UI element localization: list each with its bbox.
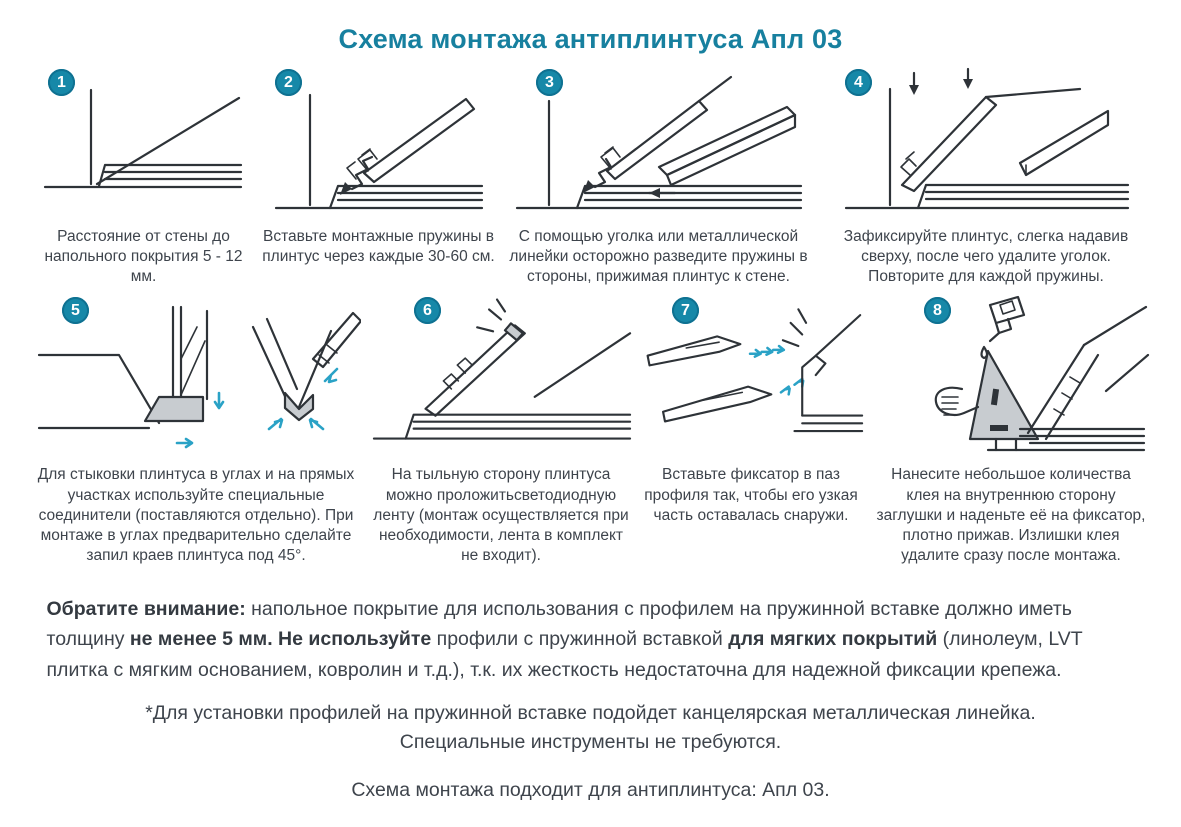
notice-bold-soft-coverings: для мягких покрытий [728,628,938,651]
step-3 [496,69,821,287]
steps-row-2 [0,297,1181,566]
step-7-number-badge: 7 [672,297,699,324]
footnote-line-1: *Для установки профилей на пружинной вставке подойдет канцелярская металлическая линейка. [145,701,1036,724]
step-8 [866,297,1156,566]
step-4-caption: Зафиксируйте плинтус, слегка надавив сверху, после чего удалите уголок. Повторите для каждой пружины. [843,228,1129,286]
press-fix-diagram [836,67,1136,217]
notice-bold-attention: Обратите внимание: [46,598,246,621]
step-7-caption: Вставьте фиксатор в паз профиля так, чтобы его узкая часть оставалась снаружи. [644,466,858,524]
led-strip-diagram [366,297,636,455]
step-7 [636,297,866,525]
step-8-number-badge: 8 [924,297,951,324]
step-5-number-badge: 5 [62,297,89,324]
compatibility-line: Схема монтажа подходит для антиплинтуса: Апл 03. [351,779,830,802]
notice-bold-min-thickness: не менее 5 мм. Не используйте [129,628,432,651]
notice-text-3: (линолеум, LVT плитка с мягким основанием, ковролин и т.д.), т.к. их жесткость недостаточна для надежной фиксации крепежа. [46,628,1083,681]
notice-text-1: напольное покрытие для использования с профилем на пружинной вставке должно иметь толщину [46,598,1072,651]
step-2-caption: Вставьте монтажные пружины в плинтус через каждые 30-60 см. [262,228,495,266]
wall-floor-gap-diagram [39,72,249,217]
step-8-illustration [866,297,1156,455]
step-8-caption: Нанесите небольшое количества клея на внутреннюю сторону заглушки и наденьте её на фиксатор, плотно прижав. Излишки клея удалите сразу после монтажа. [876,466,1146,564]
step-5-caption: Для стыковки плинтуса в углах и на прямых участках используйте специальные соединители (поставляются отдельно). При монтаже в углах предварительно сделайте запил краев плинтуса под 45°. [37,466,355,564]
spring-insert-diagram [268,67,490,217]
footnote-line-2: Специальные инструменты не требуются. [399,731,782,754]
step-3-caption: С помощью уголка или металлической линейки осторожно разведите пружины в стороны, прижимая плинтус к стене. [509,228,808,286]
page-title: Схема монтажа антиплинтуса Апл 03 [338,24,843,54]
step-1 [26,69,261,287]
footnote [0,699,1181,758]
step-2-number-badge: 2 [275,69,302,96]
notice-paragraph [47,594,1135,685]
step-1-number-badge: 1 [48,69,75,96]
step-4-illustration [821,69,1151,217]
step-7-illustration [636,297,866,455]
step-6-number-badge: 6 [414,297,441,324]
step-4-number-badge: 4 [845,69,872,96]
step-5 [26,297,366,566]
steps-row-1 [0,69,1181,287]
notice-text-2: профили с пружинной вставкой [431,628,729,651]
step-6-caption: На тыльную сторону плинтуса можно проложитьсветодиодную ленту (монтаж осуществляется при необходимости, лента в комплект не входит). [373,466,629,564]
step-4 [821,69,1151,287]
step-2 [261,69,496,267]
step-3-number-badge: 3 [536,69,563,96]
glue-endcap-diagram [870,293,1152,455]
fixator-insert-diagram [636,297,866,455]
step-1-caption: Расстояние от стены до напольного покрытия 5 - 12 мм. [44,228,243,286]
step-6 [366,297,636,566]
step-6-illustration [366,297,636,455]
